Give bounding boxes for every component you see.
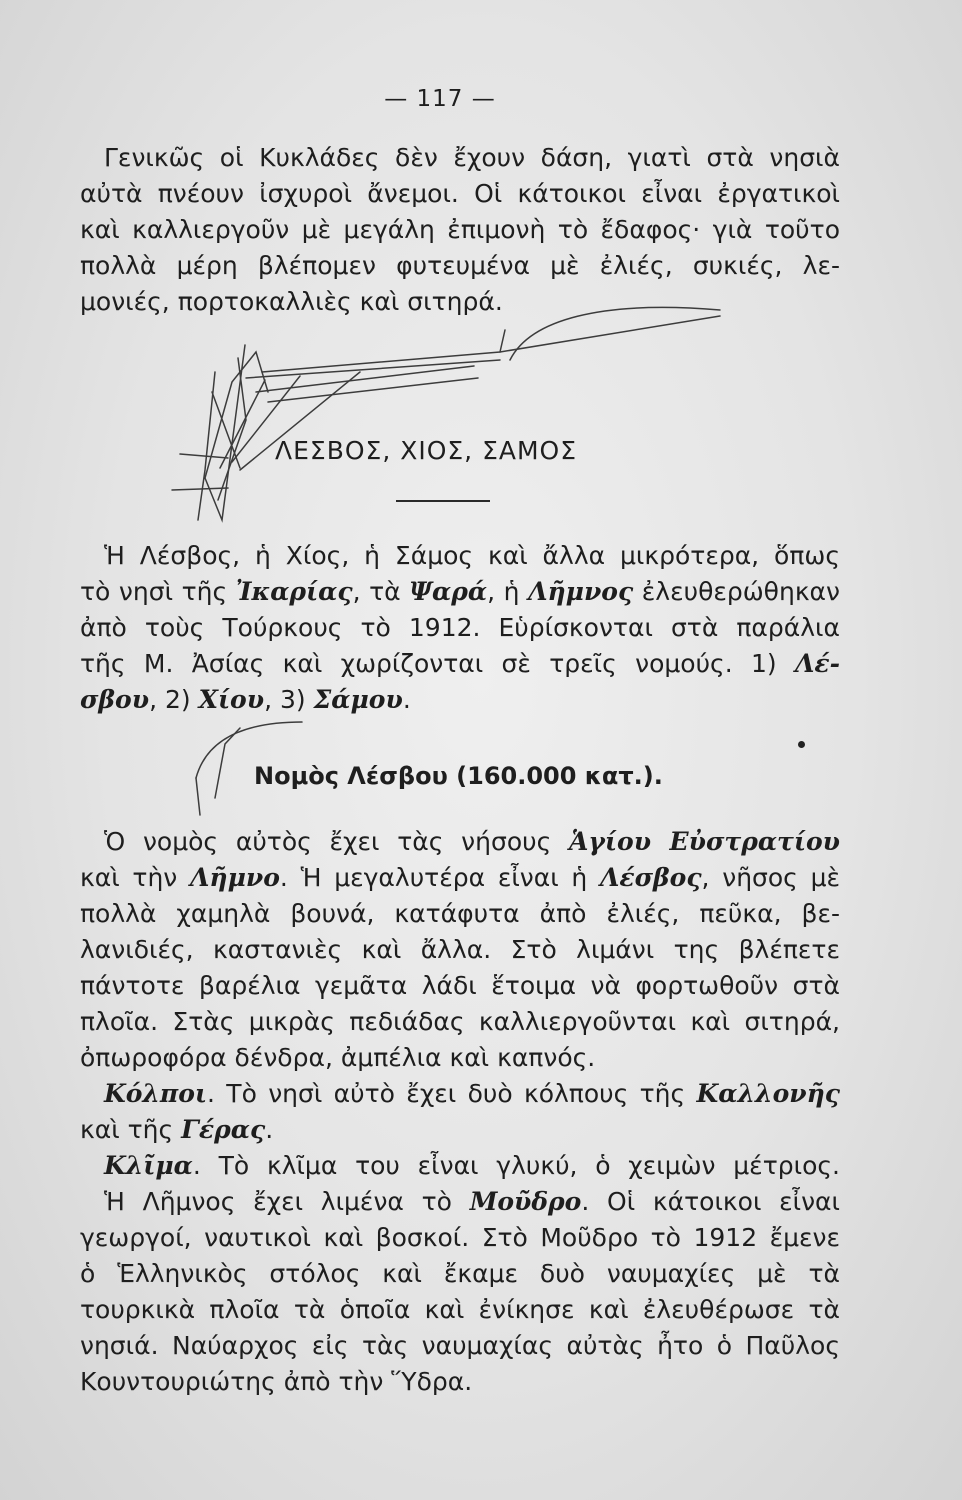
section-heading: ΛΕΣΒΟΣ, ΧΙΟΣ, ΣΑΜΟΣ <box>275 436 578 465</box>
place-name: Λέ- <box>795 649 840 678</box>
sub-p2-line-1: Κόλποι. Τὸ νησὶ αὐτὸ ἔχει δυὸ κόλπους τῆς Καλλονῆς <box>104 1079 840 1108</box>
intro-line-4: πολλὰ μέρη βλέπομεν φυτευμένα μὲ ἐλιές, συκιές, λε- <box>80 251 840 280</box>
sub-p1-line-1: Ὁ νομὸς αὐτὸς ἔχει τὰς νήσους Ἁγίου Εὐστρατίου <box>104 827 840 856</box>
sub-p1-line-7: ὀπωροφόρα δένδρα, ἀμπέλια καὶ καπνός. <box>80 1043 596 1072</box>
sub-p4-line-1: Ἡ Λῆμνος ἔχει λιμένα τὸ Μοῦδρο. Οἱ κάτοικοι εἶναι <box>104 1187 841 1216</box>
place-name: Χίου <box>198 685 265 714</box>
place-name: Σάμου <box>313 685 403 714</box>
place-name: σβου <box>80 685 150 714</box>
sub-p4-line-3: ὁ Ἑλληνικὸς στόλος καὶ ἔκαμε δυὸ ναυμαχίες μὲ τὰ <box>80 1259 840 1288</box>
intro-line-2: αὐτὰ πνέουν ἰσχυροὶ ἄνεμοι. Οἱ κάτοικοι εἶναι ἐργατικοὶ <box>80 179 840 208</box>
section-line-2: τὸ νησὶ τῆς Ἰκαρίας, τὰ Ψαρά, ἡ Λῆμνος ἐλευθερώθηκαν <box>80 577 841 606</box>
sub-p1-line-4: λανιδιές, καστανιὲς καὶ ἄλλα. Στὸ λιμάνι της βλέπετε <box>80 935 840 964</box>
section-line-3: ἀπὸ τοὺς Τούρκους τὸ 1912. Εὑρίσκονται στὰ παράλια <box>80 613 840 642</box>
sub-p2-line-2: καὶ τῆς Γέρας. <box>80 1115 274 1144</box>
term-label: Κόλποι <box>104 1079 208 1108</box>
sub-p4-line-5: νησιά. Ναύαρχος εἰς τὰς ναυμαχίας αὐτὰς ἦτο ὁ Παῦλος <box>80 1331 840 1360</box>
intro-line-1: Γενικῶς οἱ Κυκλάδες δὲν ἔχουν δάση, γιατὶ στὰ νησιὰ <box>104 143 840 172</box>
place-name: Λέσβος <box>600 863 702 892</box>
sub-p1-line-3: πολλὰ χαμηλὰ βουνά, κατάφυτα ἀπὸ ἐλιές, πεῦκα, βε- <box>80 899 840 928</box>
page-number: — 117 — <box>384 86 496 112</box>
intro-line-3: καὶ καλλιεργοῦν μὲ μεγάλη ἐπιμονὴ τὸ ἔδαφος· γιὰ τοῦτο <box>80 215 840 244</box>
ink-dot <box>798 741 805 748</box>
section-line-4: τῆς Μ. Ἀσίας καὶ χωρίζονται σὲ τρεῖς νομούς. 1) Λέ- <box>80 649 840 678</box>
sub-p1-line-2: καὶ τὴν Λῆμνο. Ἡ μεγαλυτέρα εἶναι ἡ Λέσβος, νῆσος μὲ <box>80 863 841 892</box>
heading-divider <box>396 500 490 502</box>
sub-p4-line-2: γεωργοί, ναυτικοὶ καὶ βοσκοί. Στὸ Μοῦδρο τὸ 1912 ἔμενε <box>80 1223 840 1252</box>
sub-p4-line-6: Κουντουριώτης ἀπὸ τὴν Ὕδρα. <box>80 1367 473 1396</box>
place-name: Γέρας <box>181 1115 266 1144</box>
subsection-heading: Νομὸς Λέσβου (160.000 κατ.). <box>254 762 663 790</box>
place-name: Μοῦδρο <box>469 1187 582 1216</box>
place-name: Λῆμνος <box>528 577 634 606</box>
term-label: Κλῖμα <box>104 1151 193 1180</box>
intro-line-5: μονιές, πορτοκαλλιὲς καὶ σιτηρά. <box>80 287 503 316</box>
place-name: Ψαρά <box>409 577 488 606</box>
place-name: Λῆμνο <box>190 863 280 892</box>
place-name: Καλλονῆς <box>696 1079 840 1108</box>
section-line-5: σβου, 2) Χίου, 3) Σάμου. <box>80 685 411 714</box>
sub-p4-line-4: τουρκικὰ πλοῖα τὰ ὁποῖα καὶ ἐνίκησε καὶ ἐλευθέρωσε τὰ <box>80 1295 840 1324</box>
place-name: Ἰκαρίας <box>235 577 353 606</box>
sub-p3-line-1: Κλῖμα. Τὸ κλῖμα του εἶναι γλυκύ, ὁ χειμὼν μέτριος. <box>104 1151 840 1180</box>
place-name: Ἁγίου Εὐστρατίου <box>569 827 840 856</box>
sub-p1-line-6: πλοῖα. Στὰς μικρὰς πεδιάδας καλλιεργοῦνται καὶ σιτηρά, <box>80 1007 840 1036</box>
sub-p1-line-5: πάντοτε βαρέλια γεμᾶτα λάδι ἕτοιμα νὰ φορτωθοῦν στὰ <box>80 971 840 1000</box>
section-line-1: Ἡ Λέσβος, ἡ Χίος, ἡ Σάμος καὶ ἄλλα μικρότερα, ὅπως <box>104 541 840 570</box>
